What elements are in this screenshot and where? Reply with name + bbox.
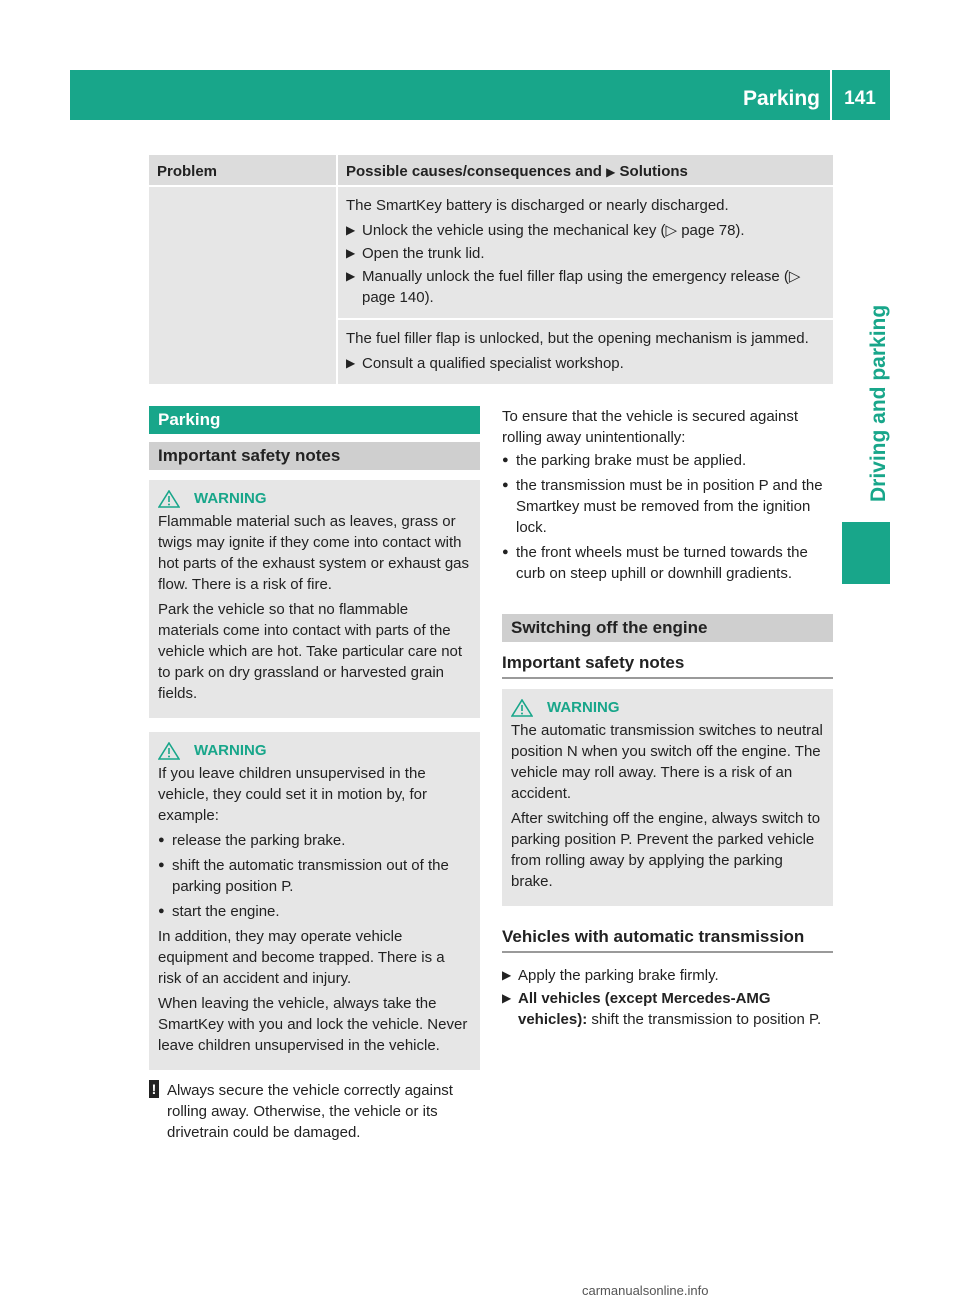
side-tab [842, 120, 890, 515]
warning-icon [511, 699, 533, 717]
step-text: Manually unlock the fuel filler flap using the emergency release (▷ page 140). [362, 268, 801, 306]
warning-text: After switching off the engine, always switch to parking position P. Prevent the parked vehicle from rolling away by applying the parking brake. [511, 810, 821, 890]
bullet-icon: ● [502, 454, 509, 466]
warning-icon [158, 742, 180, 760]
bullet-text: the transmission must be in position P and the Smartkey must be removed from the ignition lock. [516, 477, 823, 536]
warning-label: WARNING [194, 742, 267, 759]
bullet-text: the parking brake must be applied. [516, 452, 747, 469]
subsection-title: Important safety notes [149, 442, 480, 470]
table-header-problem: Problem [157, 163, 218, 180]
list-item [502, 450, 833, 471]
step-text: Apply the parking brake firmly. [518, 967, 719, 984]
intro-paragraph [502, 406, 833, 448]
arrow-icon: ▶ [346, 223, 356, 237]
header-divider [830, 70, 832, 120]
caution-note [149, 1080, 480, 1143]
bullet-icon: ● [158, 859, 165, 871]
cause-text: The SmartKey battery is discharged or nearly discharged. [346, 197, 729, 214]
warning-text: When leaving the vehicle, always take the SmartKey with you and lock the vehicle. Never leave children unsupervised in the vehicle. [158, 995, 468, 1054]
step-rest: shift the transmission to position P. [591, 1011, 822, 1028]
arrow-icon: ▶ [346, 356, 356, 370]
warning-text: Flammable material such as leaves, grass or twigs may ignite if they come into contact with hot parts of the exhaust system or exhaust gas flow. There is a risk of fire. [158, 513, 470, 593]
step-text: Unlock the vehicle using the mechanical key (▷ page 78). [362, 222, 745, 239]
list-item [158, 901, 472, 922]
page-number: 141 [844, 88, 876, 109]
step-item [502, 988, 833, 1030]
bullet-text: the front wheels must be turned towards the curb on steep uphill or downhill gradients. [516, 544, 808, 582]
solution-cell [338, 320, 833, 384]
warning-box [149, 732, 480, 1070]
step-item [346, 243, 827, 264]
table-row [149, 187, 833, 384]
warning-label: WARNING [194, 490, 267, 507]
right-column [502, 406, 833, 1030]
table-cell-problem [149, 187, 336, 384]
warning-heading [511, 697, 825, 718]
warning-text: In addition, they may operate vehicle equipment and become trapped. There is a risk of an accident and injury. [158, 928, 445, 987]
table-header [149, 155, 833, 185]
exclamation-icon: ! [149, 1080, 159, 1098]
warning-box [502, 689, 833, 906]
note-text: Always secure the vehicle correctly against rolling away. Otherwise, the vehicle or its drivetrain could be damaged. [167, 1082, 453, 1141]
side-tab-label: Driving and parking [867, 304, 890, 502]
bullet-text: start the engine. [172, 903, 280, 920]
table-header-causes: Possible causes/consequences and [346, 163, 602, 180]
bullet-icon: ● [502, 546, 509, 558]
left-column [149, 406, 480, 1143]
section-title-parking: Parking [149, 406, 480, 434]
table-header-solutions-label: Solutions [619, 163, 688, 180]
bullet-icon: ● [158, 834, 165, 846]
arrow-icon: ▶ [502, 968, 512, 982]
table-header-solutions [336, 155, 833, 185]
step-item [346, 220, 827, 241]
step-text [518, 988, 833, 1030]
arrow-icon: ▶ [346, 246, 356, 260]
subheading-automatic: Vehicles with automatic transmission [502, 926, 833, 953]
warning-text: Park the vehicle so that no flammable materials come into contact with parts of the vehicle which are hot. Take particular care not to park on dry grassland or harvested grain fields. [158, 601, 463, 702]
arrow-icon: ▶ [346, 269, 356, 283]
list-item [158, 830, 472, 851]
intro-text: To ensure that the vehicle is secured against rolling away unintentionally: [502, 408, 799, 446]
step-item [502, 965, 833, 986]
bullet-text: shift the automatic transmission out of the parking position P. [172, 857, 449, 895]
warning-text: The automatic transmission switches to neutral position N when you switch off the engine. The vehicle may roll away. There is a risk of an accident. [511, 722, 823, 802]
warning-box [149, 480, 480, 718]
bullet-text: release the parking brake. [172, 832, 346, 849]
warning-heading [158, 488, 472, 509]
warning-icon [158, 490, 180, 508]
solution-cell [338, 187, 833, 318]
step-text: Open the trunk lid. [362, 245, 485, 262]
list-item [158, 855, 472, 897]
step-item [346, 353, 827, 374]
section-title-switching-off: Switching off the engine [502, 614, 833, 642]
warning-text: If you leave children unsupervised in the vehicle, they could set it in motion by, for example: [158, 765, 428, 824]
list-item [502, 475, 833, 538]
watermark: carmanualsonline.info [582, 1283, 709, 1298]
problem-table [149, 155, 833, 384]
step-item [346, 266, 827, 308]
arrow-icon: ▶ [502, 991, 512, 1005]
warning-heading [158, 740, 472, 761]
bullet-icon: ● [502, 479, 509, 491]
side-tab-marker [842, 522, 890, 584]
table-cell-solutions [336, 187, 833, 384]
step-bold: All vehicles (except Mercedes-AMG vehicles): [518, 990, 771, 1028]
bullet-icon: ● [158, 905, 165, 917]
list-item [502, 542, 833, 584]
cause-text: The fuel filler flap is unlocked, but the opening mechanism is jammed. [346, 330, 809, 347]
step-text: Consult a qualified specialist workshop. [362, 355, 624, 372]
arrow-icon: ▶ [606, 165, 616, 179]
warning-label: WARNING [547, 699, 620, 716]
header-title: Parking [742, 87, 820, 110]
subheading-safety: Important safety notes [502, 652, 833, 679]
